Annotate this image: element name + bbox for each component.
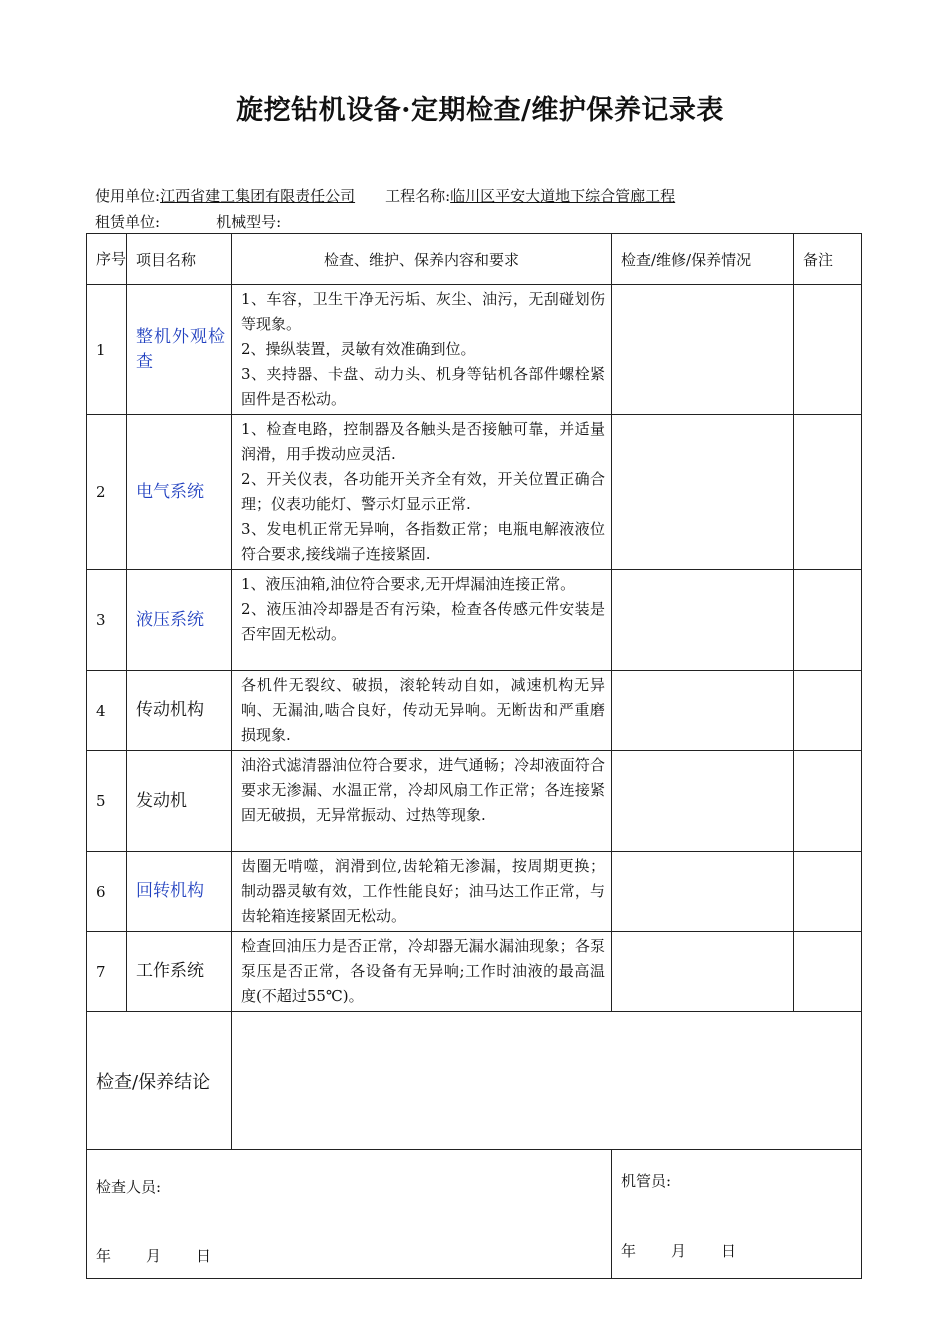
row-content: 检查回油压力是否正常，冷却器无漏水漏油现象；各泵泵压是否正常，各设备有无异响;工作时油液的最高温度(不超过55℃)。 bbox=[232, 932, 612, 1012]
header-content: 检查、维护、保养内容和要求 bbox=[232, 234, 612, 285]
conclusion-row bbox=[87, 1012, 862, 1150]
table-header bbox=[87, 234, 862, 285]
row-seq: 1 bbox=[87, 285, 127, 415]
row-remark[interactable] bbox=[794, 415, 862, 570]
inspector-date: 年 月 日 bbox=[96, 1247, 212, 1265]
row-remark[interactable] bbox=[794, 671, 862, 751]
row-content: 齿圈无啃噬，润滑到位,齿轮箱无渗漏，按周期更换；制动器灵敏有效，工作性能良好；油马达工作正常，与齿轮箱连接紧固无松动。 bbox=[232, 852, 612, 932]
row-status[interactable] bbox=[612, 415, 794, 570]
row-remark[interactable] bbox=[794, 932, 862, 1012]
row-content: 1、车容，卫生干净无污垢、灰尘、油污，无刮碰划伤等现象。 2、操纵装置，灵敏有效准确到位。 3、夹持器、卡盘、动力头、机身等钻机各部件螺栓紧固件是否松动。 bbox=[232, 285, 612, 415]
row-name: 电气系统 bbox=[127, 415, 232, 570]
project-label: 工程名称: bbox=[385, 187, 451, 205]
table-row bbox=[87, 852, 862, 932]
inspection-table bbox=[86, 233, 862, 1279]
row-name: 回转机构 bbox=[127, 852, 232, 932]
unit-label: 使用单位: bbox=[95, 187, 161, 205]
unit-value: 江西省建工集团有限责任公司 bbox=[160, 187, 356, 205]
row-remark[interactable] bbox=[794, 570, 862, 671]
row-content: 1、检查电路，控制器及各触头是否接触可靠，并适量润滑，用手拨动应灵活. 2、开关仪表，各功能开关齐全有效，开关位置正确合理；仪表功能灯、警示灯显示正常. 3、发电机正常无异响，各指数正常；电瓶电解液液位符合要求,接线端子连接紧固. bbox=[232, 415, 612, 570]
info-line-2 bbox=[95, 211, 281, 232]
manager-cell[interactable] bbox=[612, 1150, 862, 1279]
row-remark[interactable] bbox=[794, 852, 862, 932]
inspector-cell[interactable] bbox=[87, 1150, 612, 1279]
row-name: 液压系统 bbox=[127, 570, 232, 671]
manager-date: 年 月 日 bbox=[621, 1242, 737, 1260]
row-seq: 6 bbox=[87, 852, 127, 932]
row-status[interactable] bbox=[612, 285, 794, 415]
manager-label: 机管员: bbox=[621, 1172, 672, 1190]
table-row bbox=[87, 751, 862, 852]
row-name: 传动机构 bbox=[127, 671, 232, 751]
page-title: 旋挖钻机设备·定期检查/维护保养记录表 bbox=[236, 95, 724, 126]
row-content: 油浴式滤清器油位符合要求，进气通畅；冷却液面符合要求无渗漏、水温正常，冷却风扇工作正常；各连接紧固无破损，无异常振动、过热等现象. bbox=[232, 751, 612, 852]
lessor-label: 租赁单位: bbox=[95, 213, 161, 231]
table-row bbox=[87, 570, 862, 671]
table-row bbox=[87, 285, 862, 415]
conclusion-label: 检查/保养结论 bbox=[87, 1012, 232, 1150]
row-name: 整机外观检查 bbox=[127, 285, 232, 415]
header-item: 项目名称 bbox=[127, 234, 232, 285]
row-name: 发动机 bbox=[127, 751, 232, 852]
row-status[interactable] bbox=[612, 570, 794, 671]
project-value: 临川区平安大道地下综合管廊工程 bbox=[450, 187, 676, 205]
row-seq: 5 bbox=[87, 751, 127, 852]
row-status[interactable] bbox=[612, 932, 794, 1012]
conclusion-field[interactable] bbox=[232, 1012, 862, 1150]
model-label: 机械型号: bbox=[216, 213, 282, 231]
row-content: 1、液压油箱,油位符合要求,无开焊漏油连接正常。 2、液压油冷却器是否有污染，检查各传感元件安装是否牢固无松动。 bbox=[232, 570, 612, 671]
row-seq: 2 bbox=[87, 415, 127, 570]
row-seq: 7 bbox=[87, 932, 127, 1012]
table-row bbox=[87, 415, 862, 570]
row-name: 工作系统 bbox=[127, 932, 232, 1012]
table-row bbox=[87, 671, 862, 751]
row-remark[interactable] bbox=[794, 751, 862, 852]
row-status[interactable] bbox=[612, 852, 794, 932]
header-seq: 序号 bbox=[87, 234, 127, 285]
row-remark[interactable] bbox=[794, 285, 862, 415]
row-status[interactable] bbox=[612, 671, 794, 751]
row-status[interactable] bbox=[612, 751, 794, 852]
signature-row bbox=[87, 1150, 862, 1279]
row-seq: 3 bbox=[87, 570, 127, 671]
row-seq: 4 bbox=[87, 671, 127, 751]
header-remark: 备注 bbox=[794, 234, 862, 285]
header-status: 检查/维修/保养情况 bbox=[612, 234, 794, 285]
table-row bbox=[87, 932, 862, 1012]
info-line-1 bbox=[95, 185, 675, 206]
inspector-label: 检查人员: bbox=[96, 1178, 162, 1196]
row-content: 各机件无裂纹、破损，滚轮转动自如，减速机构无异响、无漏油,啮合良好，传动无异响。无断齿和严重磨损现象. bbox=[232, 671, 612, 751]
